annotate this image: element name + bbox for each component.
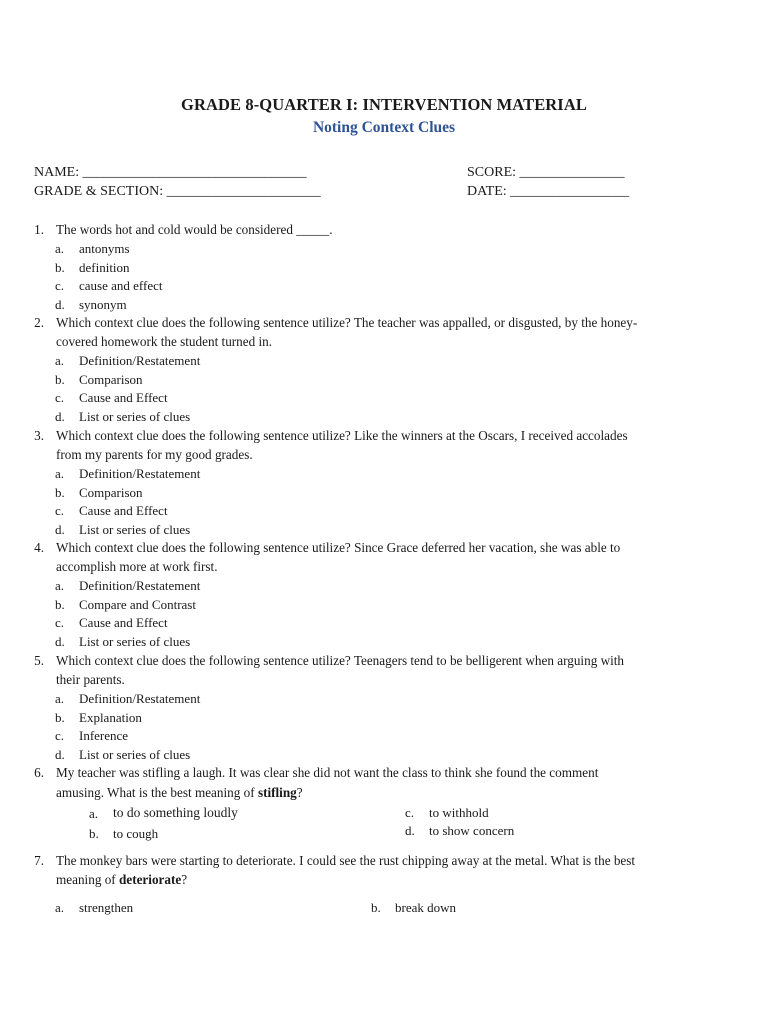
option-letter: c. bbox=[55, 278, 65, 294]
option-text: Cause and Effect bbox=[79, 503, 168, 519]
option-text: Inference bbox=[79, 728, 129, 744]
option-letter: a. bbox=[55, 353, 65, 368]
option-letter: b. bbox=[55, 709, 65, 725]
date-field: DATE: _________________ bbox=[467, 184, 630, 199]
option-text: to withhold bbox=[429, 805, 489, 820]
option-letter: b. bbox=[55, 596, 65, 612]
question-text: accomplish more at work first. bbox=[56, 559, 218, 574]
option-letter: c. bbox=[55, 615, 65, 631]
name-field: NAME: ________________________________ bbox=[34, 165, 307, 180]
option-letter: d. bbox=[55, 747, 65, 763]
option-letter: b. bbox=[55, 259, 65, 275]
option-letter: d. bbox=[55, 522, 65, 538]
option-text: to do something loudly bbox=[113, 805, 238, 820]
option-letter: c. bbox=[405, 805, 415, 820]
option-letter: c. bbox=[55, 503, 65, 519]
option-text: Cause and Effect bbox=[79, 390, 168, 406]
keyword: deteriorate bbox=[119, 872, 182, 887]
option-letter: d. bbox=[55, 409, 65, 425]
question-text: The words hot and cold would be considered _____. bbox=[56, 222, 333, 237]
score-field: SCORE: _______________ bbox=[467, 165, 625, 180]
option-letter: c. bbox=[55, 390, 65, 406]
question-number: 7. bbox=[34, 853, 44, 868]
option-text: cause and effect bbox=[79, 278, 163, 294]
keyword: stifling bbox=[257, 785, 297, 800]
question-text: My teacher was stifling a laugh. It was clear she did not want the class to think she found the comment bbox=[56, 765, 599, 780]
option-letter: b. bbox=[89, 826, 99, 841]
option-letter: a. bbox=[55, 900, 65, 915]
option-text: to cough bbox=[113, 826, 159, 841]
option-letter: a. bbox=[55, 466, 65, 481]
question-text: Which context clue does the following sentence utilize? Teenagers tend to be belligerent when arguing with bbox=[56, 653, 625, 668]
option-text: Compare and Contrast bbox=[79, 596, 196, 612]
option-text: Comparison bbox=[79, 484, 143, 500]
option-text: Definition/Restatement bbox=[79, 691, 201, 706]
option-text: break down bbox=[395, 900, 457, 915]
option-text: definition bbox=[79, 259, 130, 275]
option-text: strengthen bbox=[79, 900, 134, 915]
question-text: Which context clue does the following sentence utilize? Since Grace deferred her vacation, she was able to bbox=[56, 540, 621, 555]
option-text: Comparison bbox=[79, 371, 143, 387]
question-number: 1. bbox=[34, 222, 44, 237]
option-letter: b. bbox=[55, 371, 65, 387]
worksheet-subtitle: Noting Context Clues bbox=[312, 119, 456, 136]
option-text: List or series of clues bbox=[79, 634, 191, 650]
option-letter: d. bbox=[55, 297, 65, 313]
option-letter: c. bbox=[55, 728, 65, 744]
question-text: from my parents for my good grades. bbox=[56, 447, 253, 462]
option-text: Cause and Effect bbox=[79, 615, 168, 631]
question-text: covered homework the student turned in. bbox=[56, 334, 273, 349]
option-text: Explanation bbox=[79, 709, 142, 725]
option-text: Definition/Restatement bbox=[79, 466, 201, 481]
question-text: Which context clue does the following sentence utilize? The teacher was appalled, or disgusted, by the honey- bbox=[56, 315, 638, 330]
question-number: 6. bbox=[34, 765, 44, 780]
option-text: antonyms bbox=[79, 241, 130, 256]
option-text: List or series of clues bbox=[79, 747, 191, 763]
option-text: synonym bbox=[79, 297, 127, 313]
option-text: Definition/Restatement bbox=[79, 578, 201, 593]
question-text: Which context clue does the following sentence utilize? Like the winners at the Oscars, I received accolades bbox=[56, 428, 628, 443]
worksheet-title: GRADE 8-QUARTER I: INTERVENTION MATERIAL bbox=[181, 95, 587, 114]
option-letter: d. bbox=[405, 823, 415, 838]
option-text: List or series of clues bbox=[79, 522, 191, 538]
grade-section-field: GRADE & SECTION: ______________________ bbox=[34, 184, 321, 199]
question-text: their parents. bbox=[56, 672, 125, 687]
option-text: Definition/Restatement bbox=[79, 353, 201, 368]
option-text: List or series of clues bbox=[79, 409, 191, 425]
option-letter: a. bbox=[55, 578, 65, 593]
question-text: amusing. What is the best meaning of stifling? bbox=[56, 785, 303, 800]
option-letter: d. bbox=[55, 634, 65, 650]
option-text: to show concern bbox=[429, 823, 515, 838]
question-number: 5. bbox=[34, 653, 44, 668]
question-number: 4. bbox=[34, 540, 44, 555]
option-letter: b. bbox=[371, 900, 381, 915]
option-letter: a. bbox=[89, 806, 99, 821]
option-letter: a. bbox=[55, 241, 65, 256]
option-letter: a. bbox=[55, 691, 65, 706]
question-number: 2. bbox=[34, 315, 44, 330]
question-number: 3. bbox=[34, 428, 44, 443]
question-text: The monkey bars were starting to deteriorate. I could see the rust chipping away at the metal. What is the best bbox=[56, 853, 636, 868]
question-text: meaning of deteriorate? bbox=[56, 872, 188, 887]
option-letter: b. bbox=[55, 484, 65, 500]
